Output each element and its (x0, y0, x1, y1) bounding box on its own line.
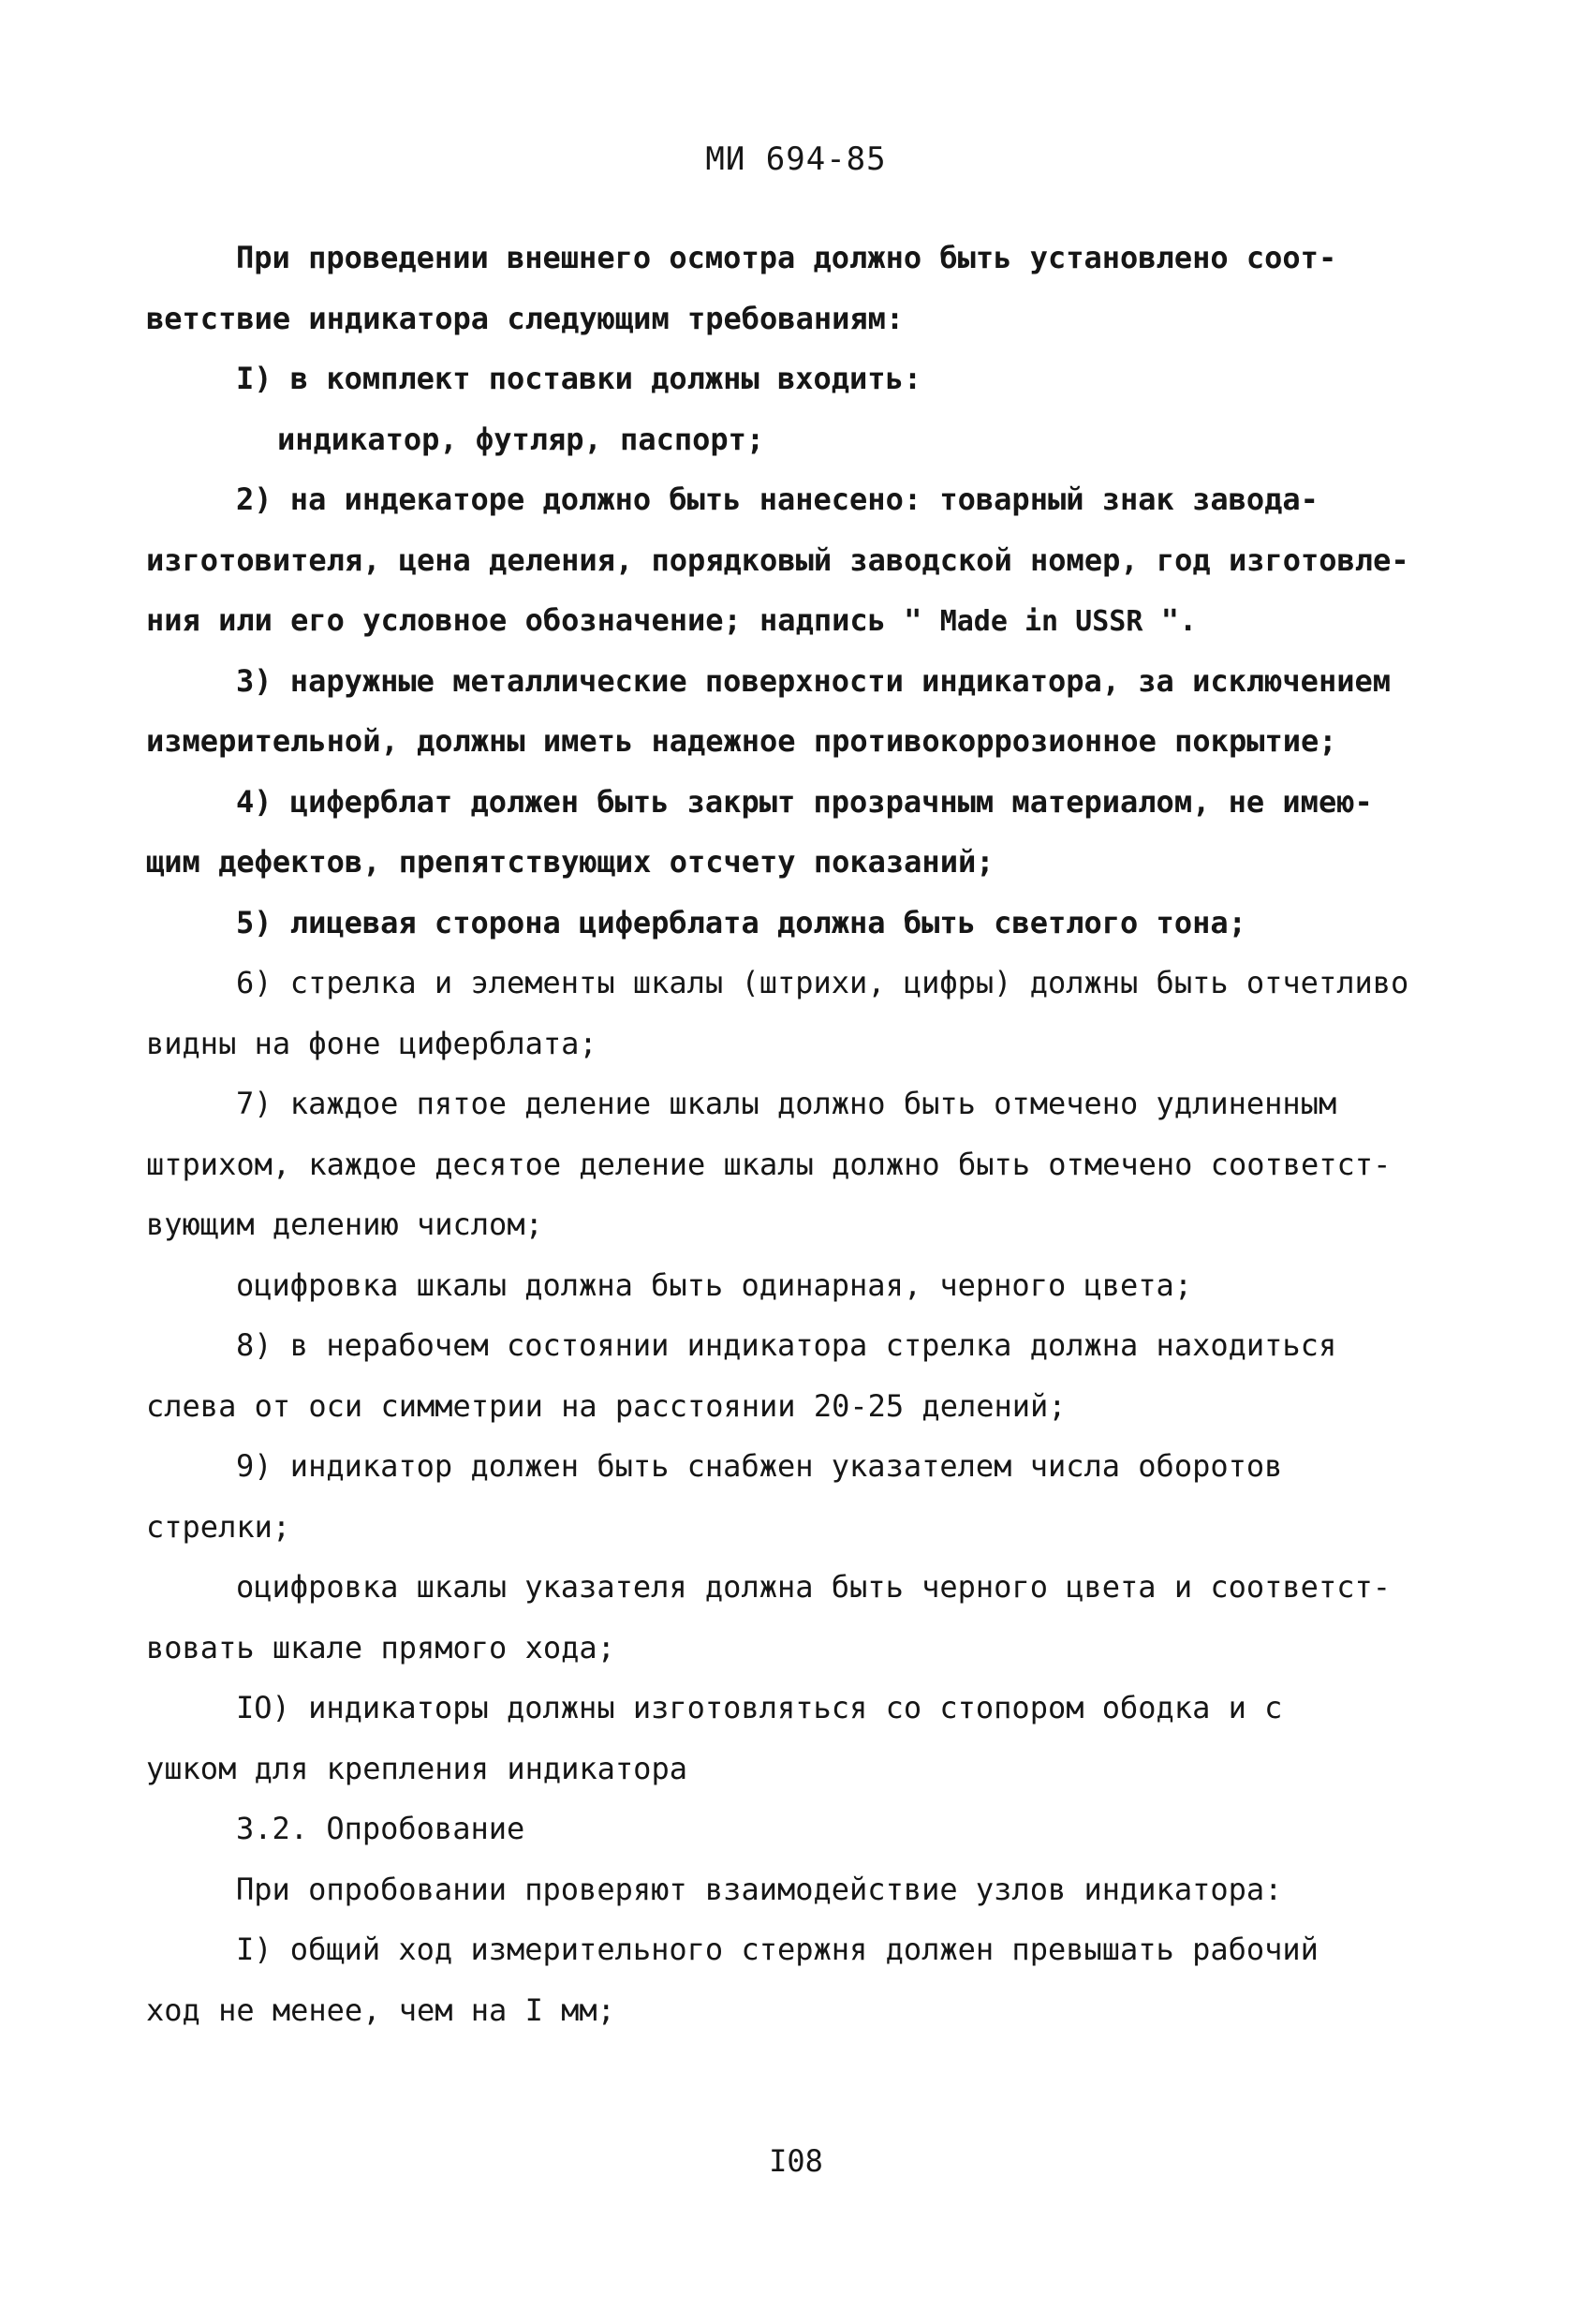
made-in-ussr-inscription: Made in USSR (939, 605, 1143, 638)
list-item-1: I) общий ход измерительного стержня должен превышать рабочий (236, 1932, 1319, 1967)
page-number: I08 (769, 2143, 823, 2179)
paragraph-line: измерительной, должны иметь надежное противокоррозионное покрытие; (146, 723, 1337, 759)
paragraph-line: вовать шкале прямого хода; (146, 1629, 615, 1665)
paragraph-line: стрелки; (146, 1508, 291, 1545)
paragraph-line: оцифровка шкалы должна быть одинарная, черного цвета; (236, 1266, 1193, 1303)
text-fragment: ния или его условное обозначение; надпись " (146, 602, 922, 638)
list-item-6: 6) стрелка и элементы шкалы (штрихи, цифры) должны быть отчетливо (236, 965, 1409, 1000)
list-item-7: 7) каждое пятое деление шкалы должно быть отмечено удлиненным (236, 1086, 1337, 1121)
paragraph-line: При опробовании проверяют взаимодействие узлов индикатора: (236, 1871, 1283, 1907)
paragraph-line: оцифровка шкалы указателя должна быть черного цвета и соответст- (236, 1569, 1391, 1605)
paragraph-line: ушком для крепления индикатора (146, 1750, 687, 1786)
section-heading: 3.2. Опробование (236, 1811, 525, 1846)
list-item-5: 5) лицевая сторона циферблата должна быть светлого тона; (236, 904, 1246, 940)
paragraph-line: щим дефектов, препятствующих отсчету показаний; (146, 844, 995, 880)
paragraph-line: штрихом, каждое десятое деление шкалы должно быть отмечено соответст- (146, 1146, 1392, 1182)
list-item-4: 4) циферблат должен быть закрыт прозрачным материалом, не имею- (236, 783, 1373, 820)
paragraph-line (146, 604, 1476, 665)
list-item-9: 9) индикатор должен быть снабжен указателем числа оборотов (236, 1448, 1283, 1484)
paragraph-line: изготовителя, цена деления, порядковый заводской номер, год изготовле- (146, 541, 1409, 578)
list-item-1-content: индикатор, футляр, паспорт; (277, 421, 765, 457)
list-item-10: IO) индикаторы должны изготовляться со стопором ободка и с (236, 1690, 1283, 1725)
paragraph-line: ход не менее, чем на I мм; (146, 1991, 615, 2028)
list-item-8: 8) в нерабочем состоянии индикатора стрелка должна находиться (236, 1327, 1337, 1363)
document-code: МИ 694-85 (705, 141, 887, 178)
paragraph-line: вующим делению числом; (146, 1206, 543, 1242)
document-body (146, 242, 1476, 2054)
paragraph-line: видны на фоне циферблата; (146, 1025, 597, 1061)
paragraph-line: При проведении внешнего осмотра должно быть установлено соот- (236, 240, 1337, 275)
list-item-3: 3) наружные металлические поверхности индикатора, за исключением (236, 662, 1391, 699)
paragraph-line: ветствие индикатора следующим требованиям: (146, 300, 905, 336)
text-fragment: ". (1160, 602, 1198, 638)
paragraph-line: слева от оси симметрии на расстоянии 20-25 делений; (146, 1387, 1067, 1424)
list-item-2: 2) на индекаторе должно быть нанесено: товарный знак завода- (236, 481, 1319, 517)
list-item-1: I) в комплект поставки должны входить: (236, 361, 922, 396)
